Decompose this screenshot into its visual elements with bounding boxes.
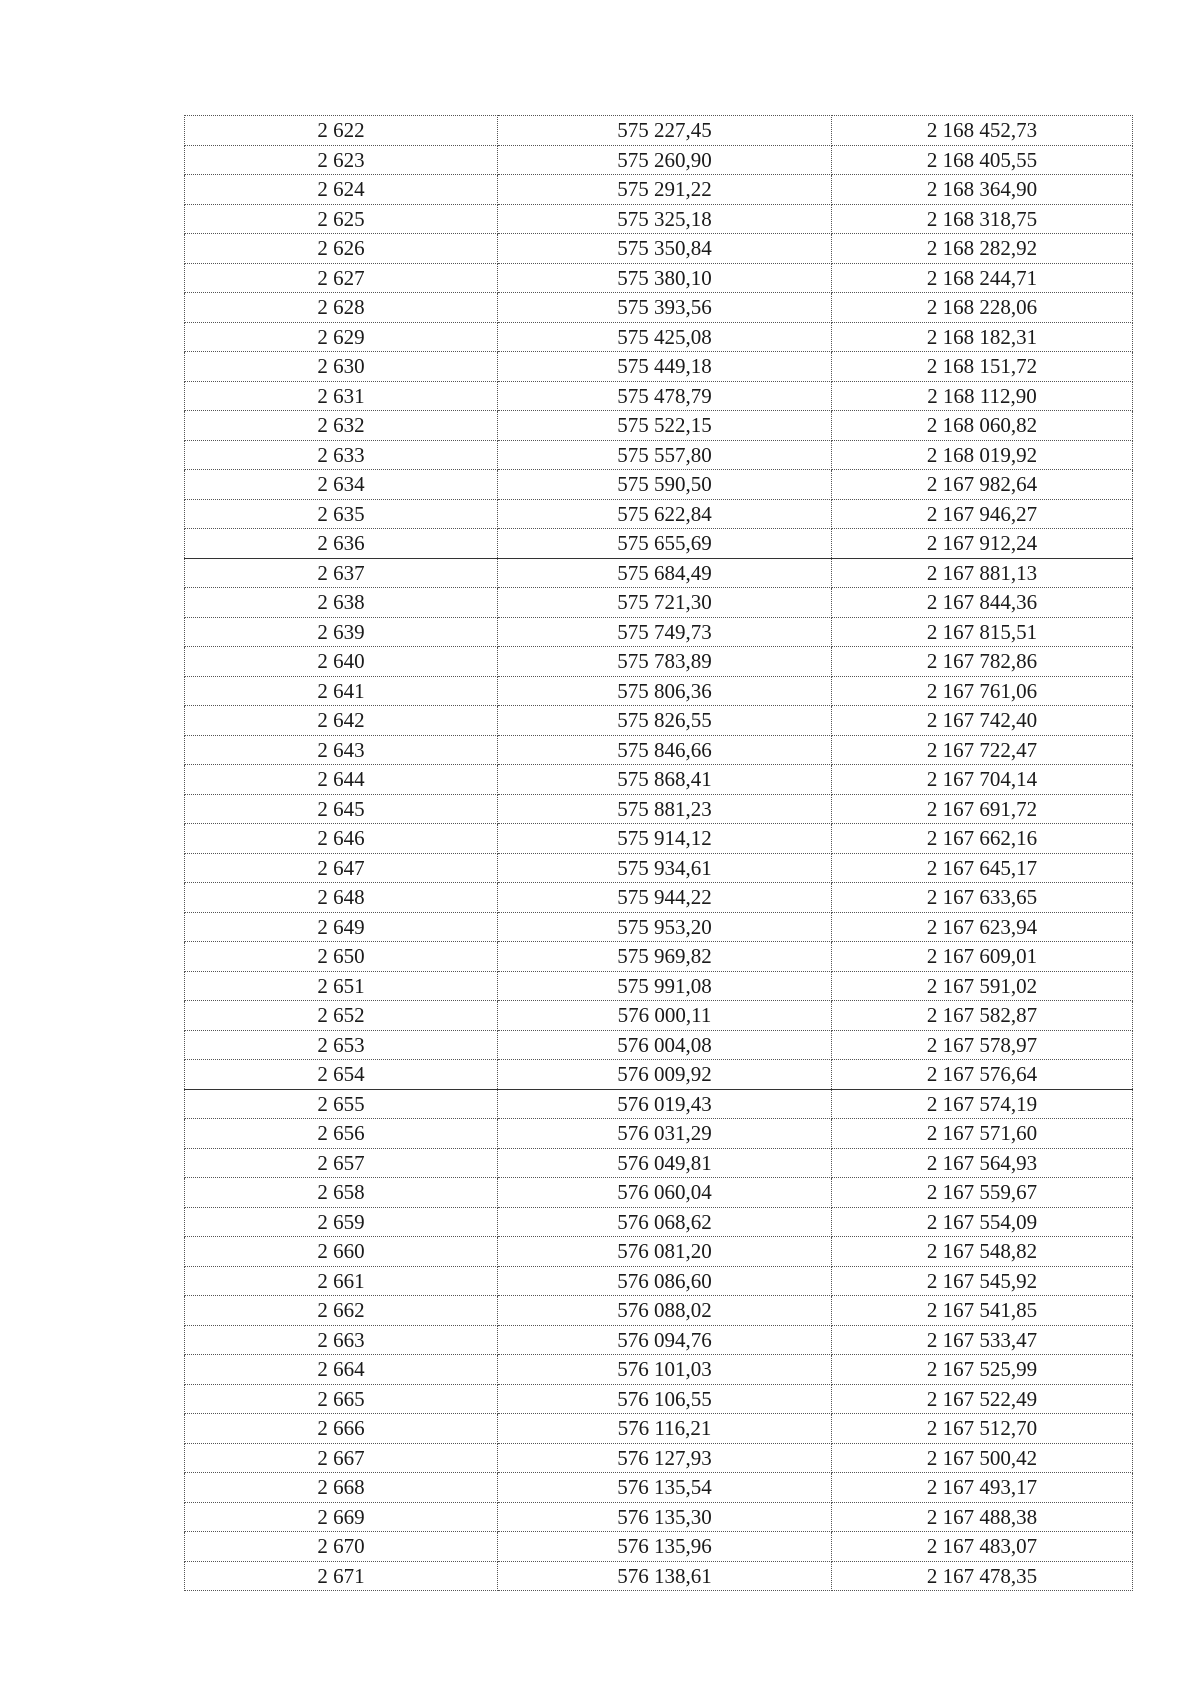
y-coordinate-cell: 2 167 545,92 — [832, 1266, 1133, 1296]
x-coordinate-cell: 576 116,21 — [498, 1414, 832, 1444]
table-row — [185, 617, 1133, 647]
point-number-cell: 2 659 — [185, 1207, 498, 1237]
x-coordinate-cell: 575 478,79 — [498, 381, 832, 411]
x-coordinate-cell: 575 991,08 — [498, 971, 832, 1001]
table-row — [185, 1148, 1133, 1178]
x-coordinate-cell: 576 060,04 — [498, 1178, 832, 1208]
point-number-cell: 2 664 — [185, 1355, 498, 1385]
x-coordinate-cell: 576 000,11 — [498, 1001, 832, 1031]
y-coordinate-cell: 2 167 761,06 — [832, 676, 1133, 706]
y-coordinate-cell: 2 167 512,70 — [832, 1414, 1133, 1444]
point-number-cell: 2 670 — [185, 1532, 498, 1562]
y-coordinate-cell: 2 167 571,60 — [832, 1119, 1133, 1149]
point-number-cell: 2 652 — [185, 1001, 498, 1031]
point-number-cell: 2 660 — [185, 1237, 498, 1267]
x-coordinate-cell: 575 846,66 — [498, 735, 832, 765]
x-coordinate-cell: 576 009,92 — [498, 1060, 832, 1090]
x-coordinate-cell: 575 826,55 — [498, 706, 832, 736]
point-number-cell: 2 655 — [185, 1089, 498, 1119]
y-coordinate-cell: 2 168 405,55 — [832, 145, 1133, 175]
y-coordinate-cell: 2 167 574,19 — [832, 1089, 1133, 1119]
x-coordinate-cell: 575 227,45 — [498, 116, 832, 146]
point-number-cell: 2 633 — [185, 440, 498, 470]
x-coordinate-cell: 576 086,60 — [498, 1266, 832, 1296]
point-number-cell: 2 656 — [185, 1119, 498, 1149]
table-row — [185, 1355, 1133, 1385]
point-number-cell: 2 663 — [185, 1325, 498, 1355]
x-coordinate-cell: 575 325,18 — [498, 204, 832, 234]
y-coordinate-cell: 2 168 364,90 — [832, 175, 1133, 205]
table-row — [185, 145, 1133, 175]
point-number-cell: 2 624 — [185, 175, 498, 205]
table-row — [185, 1237, 1133, 1267]
point-number-cell: 2 667 — [185, 1443, 498, 1473]
y-coordinate-cell: 2 167 662,16 — [832, 824, 1133, 854]
x-coordinate-cell: 575 590,50 — [498, 470, 832, 500]
x-coordinate-cell: 575 291,22 — [498, 175, 832, 205]
x-coordinate-cell: 575 881,23 — [498, 794, 832, 824]
table-row — [185, 204, 1133, 234]
table-row — [185, 1119, 1133, 1149]
x-coordinate-cell: 576 106,55 — [498, 1384, 832, 1414]
point-number-cell: 2 622 — [185, 116, 498, 146]
x-coordinate-cell: 575 806,36 — [498, 676, 832, 706]
point-number-cell: 2 630 — [185, 352, 498, 382]
x-coordinate-cell: 576 135,54 — [498, 1473, 832, 1503]
x-coordinate-cell: 575 393,56 — [498, 293, 832, 323]
x-coordinate-cell: 576 088,02 — [498, 1296, 832, 1326]
table-row — [185, 942, 1133, 972]
table-row — [185, 1060, 1133, 1090]
point-number-cell: 2 629 — [185, 322, 498, 352]
y-coordinate-cell: 2 168 112,90 — [832, 381, 1133, 411]
x-coordinate-cell: 576 081,20 — [498, 1237, 832, 1267]
table-row — [185, 1561, 1133, 1591]
table-row — [185, 706, 1133, 736]
y-coordinate-cell: 2 167 564,93 — [832, 1148, 1133, 1178]
table-row — [185, 676, 1133, 706]
y-coordinate-cell: 2 167 554,09 — [832, 1207, 1133, 1237]
y-coordinate-cell: 2 168 318,75 — [832, 204, 1133, 234]
point-number-cell: 2 650 — [185, 942, 498, 972]
table-row — [185, 558, 1133, 588]
table-row — [185, 1296, 1133, 1326]
y-coordinate-cell: 2 168 019,92 — [832, 440, 1133, 470]
point-number-cell: 2 628 — [185, 293, 498, 323]
y-coordinate-cell: 2 167 559,67 — [832, 1178, 1133, 1208]
y-coordinate-cell: 2 168 452,73 — [832, 116, 1133, 146]
table-row — [185, 883, 1133, 913]
coordinates-table — [184, 115, 1133, 1591]
y-coordinate-cell: 2 168 182,31 — [832, 322, 1133, 352]
y-coordinate-cell: 2 167 742,40 — [832, 706, 1133, 736]
y-coordinate-cell: 2 167 623,94 — [832, 912, 1133, 942]
y-coordinate-cell: 2 167 704,14 — [832, 765, 1133, 795]
y-coordinate-cell: 2 167 591,02 — [832, 971, 1133, 1001]
table-row — [185, 499, 1133, 529]
point-number-cell: 2 645 — [185, 794, 498, 824]
point-number-cell: 2 653 — [185, 1030, 498, 1060]
y-coordinate-cell: 2 167 782,86 — [832, 647, 1133, 677]
point-number-cell: 2 626 — [185, 234, 498, 264]
table-row — [185, 234, 1133, 264]
y-coordinate-cell: 2 167 815,51 — [832, 617, 1133, 647]
x-coordinate-cell: 575 425,08 — [498, 322, 832, 352]
point-number-cell: 2 649 — [185, 912, 498, 942]
table-row — [185, 1414, 1133, 1444]
y-coordinate-cell: 2 168 228,06 — [832, 293, 1133, 323]
table-row — [185, 1178, 1133, 1208]
x-coordinate-cell: 576 138,61 — [498, 1561, 832, 1591]
point-number-cell: 2 642 — [185, 706, 498, 736]
point-number-cell: 2 634 — [185, 470, 498, 500]
point-number-cell: 2 658 — [185, 1178, 498, 1208]
table-row — [185, 175, 1133, 205]
x-coordinate-cell: 576 127,93 — [498, 1443, 832, 1473]
point-number-cell: 2 666 — [185, 1414, 498, 1444]
y-coordinate-cell: 2 167 578,97 — [832, 1030, 1133, 1060]
x-coordinate-cell: 576 094,76 — [498, 1325, 832, 1355]
x-coordinate-cell: 575 380,10 — [498, 263, 832, 293]
y-coordinate-cell: 2 167 912,24 — [832, 529, 1133, 559]
table-row — [185, 1089, 1133, 1119]
x-coordinate-cell: 576 135,96 — [498, 1532, 832, 1562]
x-coordinate-cell: 576 019,43 — [498, 1089, 832, 1119]
y-coordinate-cell: 2 168 151,72 — [832, 352, 1133, 382]
table-row — [185, 411, 1133, 441]
y-coordinate-cell: 2 167 722,47 — [832, 735, 1133, 765]
table-row — [185, 352, 1133, 382]
table-row — [185, 794, 1133, 824]
table-row — [185, 293, 1133, 323]
x-coordinate-cell: 576 004,08 — [498, 1030, 832, 1060]
x-coordinate-cell: 575 684,49 — [498, 558, 832, 588]
y-coordinate-cell: 2 167 488,38 — [832, 1502, 1133, 1532]
x-coordinate-cell: 576 068,62 — [498, 1207, 832, 1237]
point-number-cell: 2 661 — [185, 1266, 498, 1296]
point-number-cell: 2 668 — [185, 1473, 498, 1503]
table-row — [185, 647, 1133, 677]
y-coordinate-cell: 2 167 541,85 — [832, 1296, 1133, 1326]
x-coordinate-cell: 575 721,30 — [498, 588, 832, 618]
point-number-cell: 2 625 — [185, 204, 498, 234]
table-row — [185, 588, 1133, 618]
point-number-cell: 2 635 — [185, 499, 498, 529]
y-coordinate-cell: 2 167 500,42 — [832, 1443, 1133, 1473]
point-number-cell: 2 669 — [185, 1502, 498, 1532]
point-number-cell: 2 648 — [185, 883, 498, 913]
y-coordinate-cell: 2 167 493,17 — [832, 1473, 1133, 1503]
x-coordinate-cell: 575 934,61 — [498, 853, 832, 883]
x-coordinate-cell: 575 350,84 — [498, 234, 832, 264]
table-row — [185, 381, 1133, 411]
point-number-cell: 2 641 — [185, 676, 498, 706]
point-number-cell: 2 639 — [185, 617, 498, 647]
x-coordinate-cell: 575 449,18 — [498, 352, 832, 382]
y-coordinate-cell: 2 167 576,64 — [832, 1060, 1133, 1090]
x-coordinate-cell: 575 868,41 — [498, 765, 832, 795]
point-number-cell: 2 654 — [185, 1060, 498, 1090]
y-coordinate-cell: 2 167 633,65 — [832, 883, 1133, 913]
table-row — [185, 263, 1133, 293]
table-row — [185, 1384, 1133, 1414]
point-number-cell: 2 638 — [185, 588, 498, 618]
table-row — [185, 440, 1133, 470]
point-number-cell: 2 671 — [185, 1561, 498, 1591]
table-row — [185, 1030, 1133, 1060]
point-number-cell: 2 651 — [185, 971, 498, 1001]
point-number-cell: 2 623 — [185, 145, 498, 175]
y-coordinate-cell: 2 167 522,49 — [832, 1384, 1133, 1414]
table-row — [185, 529, 1133, 559]
point-number-cell: 2 631 — [185, 381, 498, 411]
point-number-cell: 2 662 — [185, 1296, 498, 1326]
table-row — [185, 1207, 1133, 1237]
x-coordinate-cell: 576 101,03 — [498, 1355, 832, 1385]
y-coordinate-cell: 2 167 982,64 — [832, 470, 1133, 500]
table-row — [185, 470, 1133, 500]
point-number-cell: 2 657 — [185, 1148, 498, 1178]
y-coordinate-cell: 2 167 483,07 — [832, 1532, 1133, 1562]
y-coordinate-cell: 2 167 844,36 — [832, 588, 1133, 618]
y-coordinate-cell: 2 167 533,47 — [832, 1325, 1133, 1355]
y-coordinate-cell: 2 168 244,71 — [832, 263, 1133, 293]
table-row — [185, 735, 1133, 765]
y-coordinate-cell: 2 167 691,72 — [832, 794, 1133, 824]
x-coordinate-cell: 576 049,81 — [498, 1148, 832, 1178]
table-row — [185, 1325, 1133, 1355]
point-number-cell: 2 665 — [185, 1384, 498, 1414]
y-coordinate-cell: 2 167 548,82 — [832, 1237, 1133, 1267]
table-row — [185, 824, 1133, 854]
y-coordinate-cell: 2 167 525,99 — [832, 1355, 1133, 1385]
point-number-cell: 2 637 — [185, 558, 498, 588]
y-coordinate-cell: 2 167 582,87 — [832, 1001, 1133, 1031]
y-coordinate-cell: 2 167 946,27 — [832, 499, 1133, 529]
point-number-cell: 2 627 — [185, 263, 498, 293]
table-row — [185, 971, 1133, 1001]
point-number-cell: 2 646 — [185, 824, 498, 854]
x-coordinate-cell: 575 260,90 — [498, 145, 832, 175]
y-coordinate-cell: 2 168 060,82 — [832, 411, 1133, 441]
point-number-cell: 2 636 — [185, 529, 498, 559]
point-number-cell: 2 647 — [185, 853, 498, 883]
x-coordinate-cell: 576 135,30 — [498, 1502, 832, 1532]
point-number-cell: 2 643 — [185, 735, 498, 765]
y-coordinate-cell: 2 167 609,01 — [832, 942, 1133, 972]
x-coordinate-cell: 575 622,84 — [498, 499, 832, 529]
table-row — [185, 1266, 1133, 1296]
point-number-cell: 2 632 — [185, 411, 498, 441]
table-row — [185, 912, 1133, 942]
y-coordinate-cell: 2 167 645,17 — [832, 853, 1133, 883]
table-row — [185, 765, 1133, 795]
x-coordinate-cell: 575 944,22 — [498, 883, 832, 913]
y-coordinate-cell: 2 168 282,92 — [832, 234, 1133, 264]
x-coordinate-cell: 576 031,29 — [498, 1119, 832, 1149]
table-row — [185, 853, 1133, 883]
table-row — [185, 1443, 1133, 1473]
x-coordinate-cell: 575 783,89 — [498, 647, 832, 677]
table-row — [185, 1502, 1133, 1532]
table-row — [185, 1001, 1133, 1031]
coordinates-table-body — [185, 116, 1133, 1591]
x-coordinate-cell: 575 953,20 — [498, 912, 832, 942]
x-coordinate-cell: 575 655,69 — [498, 529, 832, 559]
y-coordinate-cell: 2 167 478,35 — [832, 1561, 1133, 1591]
point-number-cell: 2 640 — [185, 647, 498, 677]
x-coordinate-cell: 575 557,80 — [498, 440, 832, 470]
x-coordinate-cell: 575 749,73 — [498, 617, 832, 647]
table-row — [185, 322, 1133, 352]
table-row — [185, 1473, 1133, 1503]
point-number-cell: 2 644 — [185, 765, 498, 795]
x-coordinate-cell: 575 914,12 — [498, 824, 832, 854]
x-coordinate-cell: 575 522,15 — [498, 411, 832, 441]
table-row — [185, 116, 1133, 146]
x-coordinate-cell: 575 969,82 — [498, 942, 832, 972]
table-row — [185, 1532, 1133, 1562]
y-coordinate-cell: 2 167 881,13 — [832, 558, 1133, 588]
